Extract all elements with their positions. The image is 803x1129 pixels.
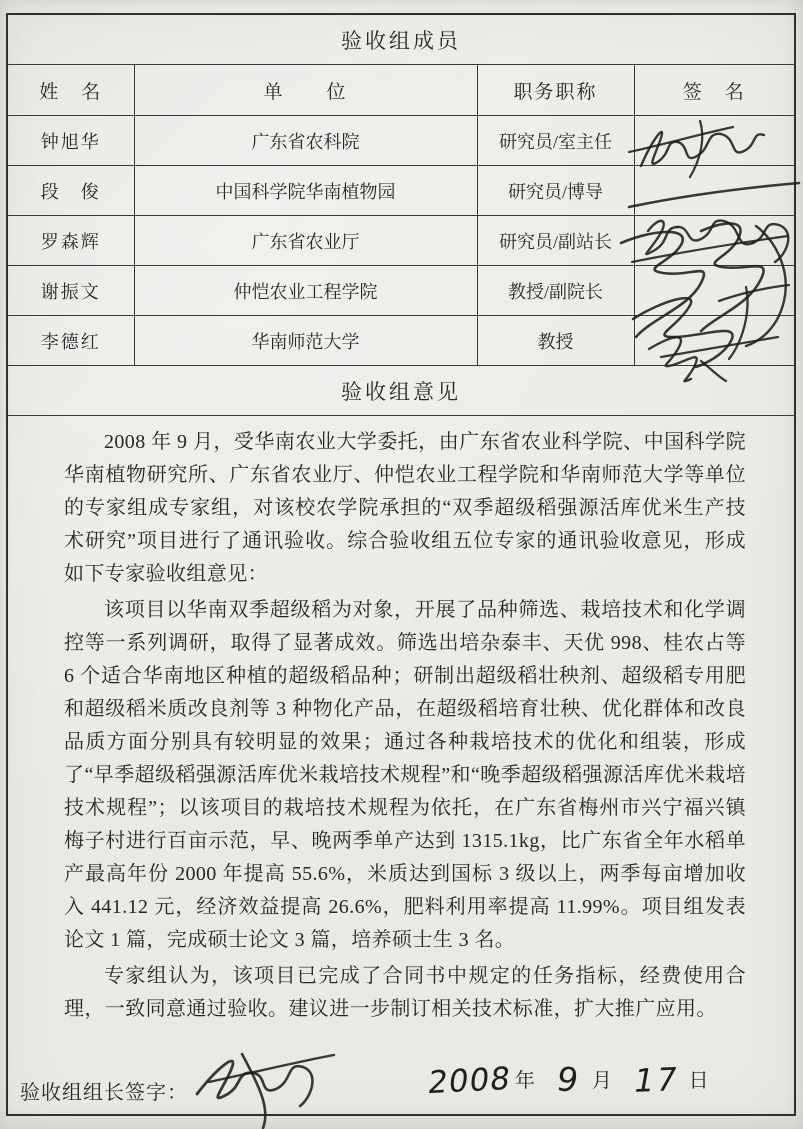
- opinion-paragraph: 该项目以华南双季超级稻为对象，开展了品种筛选、栽培技术和化学调控等一系列调研，取得了显著成效。筛选出培杂泰丰、天优 998、桂农占等 6 个适合华南地区种植的超级稻品种；研制出超级稻壮秧剂、超级稻专用肥和超级稻米质改良剂等 3 种物化产品，在超级稻培育壮秧、优化群体和改良品质方面分别具有较明显的效果；通过各种栽培技术的优化和组装，形成了“早季超级稻强源活库优米栽培技术规程”和“晚季超级稻强源活库优米栽培技术规程”；以该项目的栽培技术规程为依托，在广东省梅州市兴宁福兴镇梅子村进行百亩示范，早、晚两季单产达到 1315.1kg，比广东省全年水稻单产最高年份 2000 年提高 55.6%，米质达到国标 3 级以上，两季每亩增加收入 441.12 元，经济效益提高 26.6%，肥料利用率提高 11.99%。项目组发表论文 1 篇，完成硕士论文 3 篇，培养硕士生 3 名。: [64, 599, 746, 951]
- member-name: 钟旭华: [7, 116, 134, 166]
- member-unit: 仲恺农业工程学院: [134, 266, 477, 316]
- member-unit: 广东省农业厅: [134, 216, 477, 266]
- member-title: 研究员/副站长: [477, 216, 634, 266]
- table-row: [7, 166, 795, 216]
- member-name: 段 俊: [7, 166, 134, 216]
- member-signature-cell: [634, 166, 795, 216]
- date-day-suffix: 日: [688, 1070, 709, 1092]
- table-row: [7, 316, 795, 366]
- date-month-handwritten: 9: [553, 1059, 582, 1100]
- members-section-title: 验收组成员: [7, 14, 795, 65]
- member-name: 罗森辉: [7, 216, 134, 266]
- member-name: 谢振文: [7, 266, 134, 316]
- member-unit: 中国科学院华南植物园: [134, 166, 477, 216]
- member-name: 李德红: [7, 316, 134, 366]
- column-header-name: 姓 名: [7, 65, 134, 116]
- column-header-unit: 单 位: [134, 65, 477, 116]
- opinion-section-title: 验收组意见: [7, 366, 795, 416]
- member-signature-cell: [634, 216, 795, 266]
- member-title: 研究员/室主任: [477, 116, 634, 166]
- date-year-suffix: 年: [514, 1070, 535, 1092]
- member-signature-cell: [634, 266, 795, 316]
- date-year-handwritten: 2008: [425, 1060, 514, 1102]
- date-month-suffix: 月: [591, 1070, 612, 1092]
- table-row: [7, 116, 795, 166]
- column-header-signature: 签 名: [634, 65, 795, 116]
- member-unit: 华南师范大学: [134, 316, 477, 366]
- opinion-cell: [7, 416, 795, 1116]
- leader-signature-label: 验收组组长签字：: [20, 1082, 188, 1104]
- member-unit: 广东省农科院: [134, 116, 477, 166]
- opinion-text-block: [8, 416, 794, 1114]
- date-day-handwritten: 17: [630, 1060, 682, 1100]
- member-title: 教授/副院长: [477, 266, 634, 316]
- table-row: [7, 266, 795, 316]
- member-signature-cell: [634, 316, 795, 366]
- opinion-paragraph: 专家组认为，该项目已完成了合同书中规定的任务指标，经费使用合理，一致同意通过验收。建议进一步制订相关技术标准，扩大推广应用。: [64, 965, 746, 1020]
- table-row: [7, 216, 795, 266]
- handwritten-date: [425, 1059, 709, 1102]
- column-header-title: 职务职称: [477, 65, 634, 116]
- acceptance-table: [6, 13, 796, 1116]
- member-title: 教授: [477, 316, 634, 366]
- member-title: 研究员/博导: [477, 166, 634, 216]
- member-signature-cell: [634, 116, 795, 166]
- opinion-paragraph: 2008 年 9 月，受华南农业大学委托，由广东省农业科学院、中国科学院华南植物研究所、广东省农业厅、仲恺农业工程学院和华南师范大学等单位的专家组成专家组，对该校农学院承担的“双季超级稻强源活库优米生产技术研究”项目进行了通讯验收。综合验收组五位专家的通讯验收意见，形成如下专家验收组意见：: [64, 431, 746, 585]
